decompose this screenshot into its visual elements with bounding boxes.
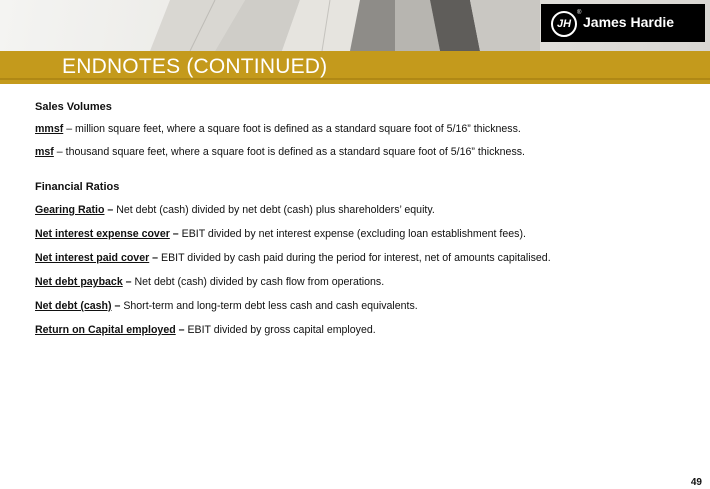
term-mmsf: mmsf [35,123,64,135]
definition-return-on-capital-employed [35,324,695,336]
registered-mark: ® [577,10,582,16]
definition-text: Net debt (cash) divided by cash flow from operations. [134,276,385,288]
definition-text: EBIT divided by gross capital employed. [187,324,376,336]
jh-logo-icon: JH [551,11,577,37]
definition-text: Net debt (cash) divided by net debt (cash) plus shareholders’ equity. [116,204,435,216]
definition-net-debt-cash [35,300,695,312]
definition-net-interest-paid-cover [35,252,695,264]
term-net-debt-payback: Net debt payback [35,276,123,288]
page-number: 49 [690,477,702,488]
dash: – [149,252,161,264]
definition-mmsf [35,123,695,135]
dash: – [175,324,188,336]
term-net-interest-expense-cover: Net interest expense cover [35,228,170,240]
page-title: ENDNOTES (CONTINUED) [62,55,328,78]
endnotes-content [35,101,695,336]
definition-net-debt-payback [35,276,695,288]
term-return-on-capital-employed: Return on Capital employed [35,324,176,336]
dash: – [122,276,135,288]
term-msf: msf [35,146,54,158]
definition-text: EBIT divided by net interest expense (excluding loan establishment fees). [181,228,526,240]
definition-msf [35,146,695,158]
dash: – [104,204,117,216]
term-net-interest-paid-cover: Net interest paid cover [35,252,150,264]
dash: – [169,228,182,240]
dash: – [53,146,66,158]
definition-text: million square feet, where a square foot is defined as a standard square foot of 5/16” thickness. [75,123,521,135]
definition-text: thousand square feet, where a square foot is defined as a standard square foot of 5/16” thickness. [65,146,525,158]
company-logo [541,4,705,42]
term-gearing-ratio: Gearing Ratio [35,204,105,216]
definition-text: Short-term and long-term debt less cash and cash equivalents. [123,300,418,312]
definition-net-interest-expense-cover [35,228,695,240]
brand-name: James Hardie [583,14,675,30]
dash: – [63,123,76,135]
section-heading-financial-ratios: Financial Ratios [35,181,120,193]
term-net-debt-cash: Net debt (cash) [35,300,112,312]
section-heading-sales-volumes: Sales Volumes [35,101,112,113]
definition-text: EBIT divided by cash paid during the period for interest, net of amounts capitalised. [161,252,551,264]
definition-gearing-ratio [35,204,695,216]
dash: – [111,300,124,312]
